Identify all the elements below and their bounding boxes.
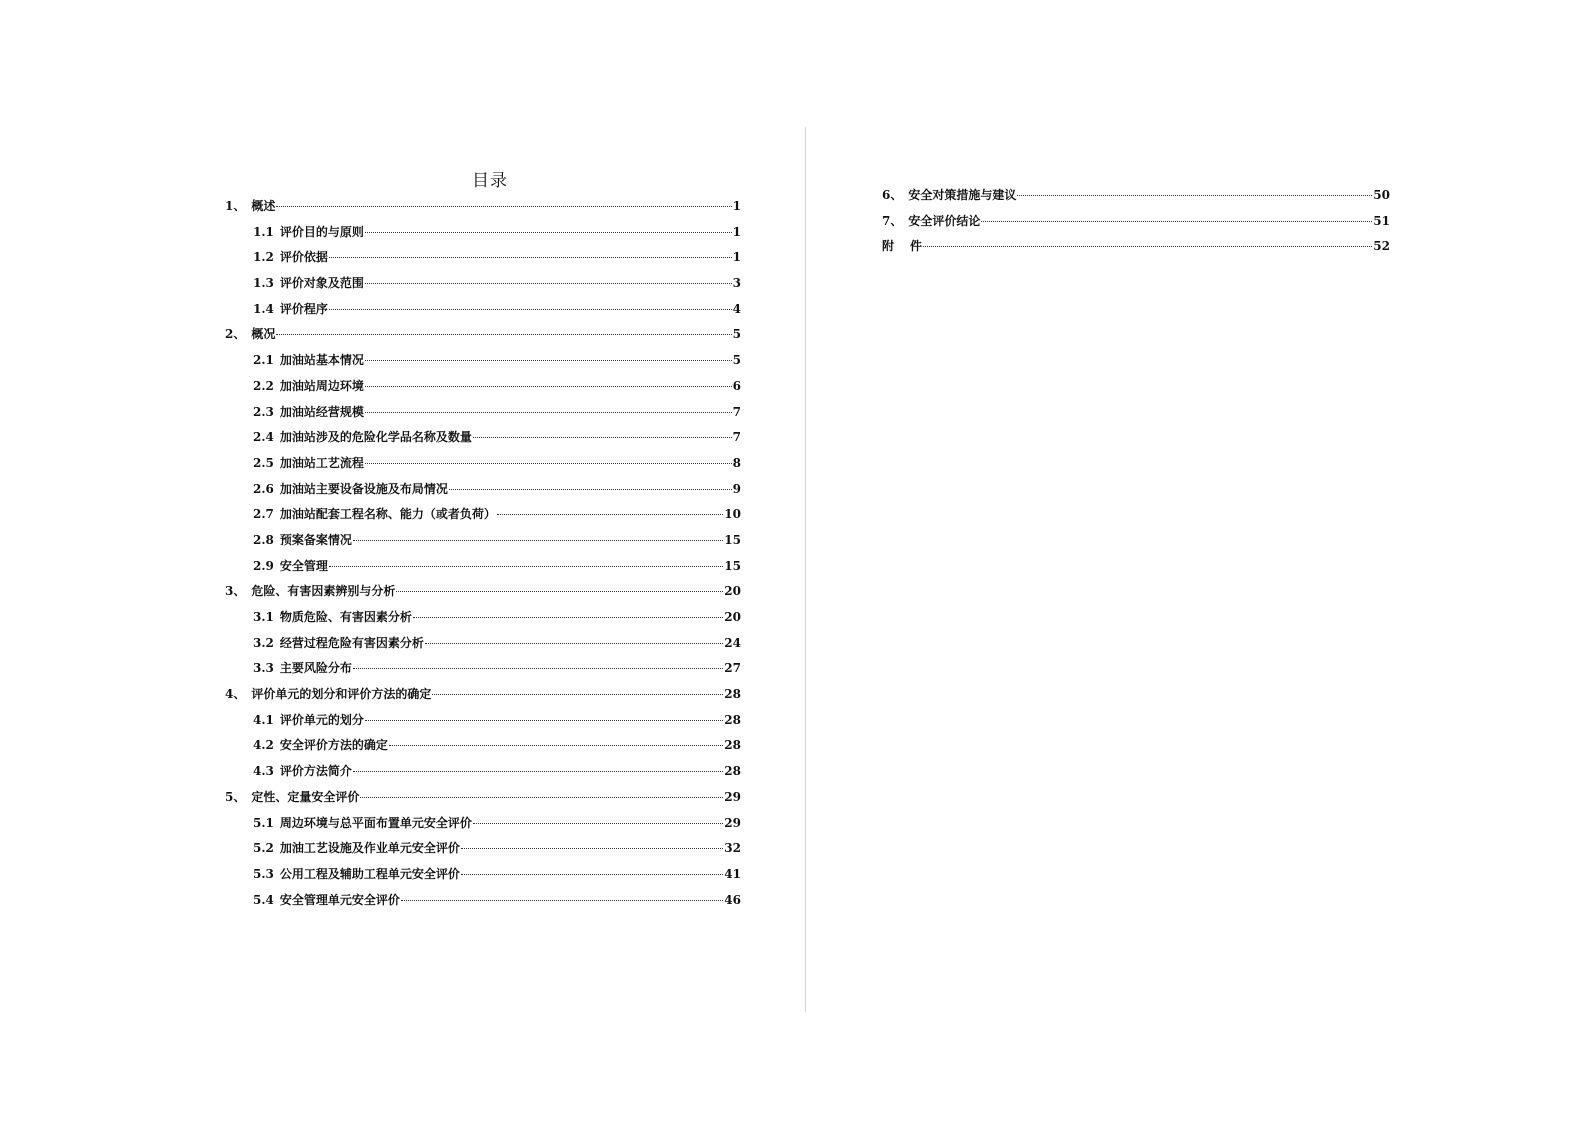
toc-leader-dots (389, 745, 723, 746)
toc-entry[interactable] (882, 183, 1390, 209)
toc-entry[interactable] (225, 631, 741, 657)
toc-page-number: 29 (724, 815, 741, 830)
toc-entry-number: 4.3 (253, 764, 274, 779)
toc-page-number: 32 (724, 841, 741, 856)
toc-entry[interactable] (225, 477, 741, 503)
toc-entry[interactable] (225, 425, 741, 451)
toc-entry-number: 3.1 (253, 610, 274, 624)
toc-entry-number: 2.5 (253, 455, 274, 470)
toc-entry-appendix-label (882, 234, 922, 260)
toc-page-number: 50 (1373, 188, 1390, 202)
toc-page-number: 20 (724, 584, 741, 599)
toc-leader-dots (365, 720, 723, 721)
toc-page-number: 7 (732, 430, 741, 445)
toc-page-number: 7 (732, 404, 741, 419)
toc-entry-number: 5.1 (253, 815, 274, 830)
toc-page-number: 28 (724, 712, 741, 727)
toc-leader-dots (360, 797, 723, 798)
toc-entry-label: 评价对象及范围 (279, 276, 364, 291)
toc-leader-dots (365, 412, 732, 413)
toc-entry-label: 定性、定量安全评价 (251, 789, 360, 804)
toc-entry-label: 加油站工艺流程 (279, 455, 364, 470)
toc-leader-dots (329, 309, 732, 310)
toc-entry[interactable] (225, 451, 741, 477)
toc-leader-dots (353, 668, 723, 669)
toc-page-number: 3 (732, 276, 741, 291)
toc-entry-label: 危险、有害因素辨别与分析 (251, 584, 396, 599)
toc-entry-label: 评价单元的划分和评价方法的确定 (251, 687, 432, 702)
toc-entry[interactable] (225, 836, 741, 862)
toc-entry-number: 1.3 (253, 276, 274, 291)
toc-leader-dots (473, 437, 732, 438)
toc-entry-label: 经营过程危险有害因素分析 (279, 635, 424, 650)
toc-entry-label: 预案备案情况 (279, 532, 352, 547)
toc-page-number: 27 (724, 661, 741, 676)
toc-page-number: 6 (732, 378, 741, 393)
toc-leader-dots (276, 206, 731, 207)
toc-entry-label: 加油站主要设备设施及布局情况 (279, 481, 448, 496)
toc-page-number: 20 (724, 610, 741, 624)
toc-leader-dots (365, 283, 732, 284)
toc-entry-label: 加油站周边环境 (279, 378, 364, 393)
toc-entry-number: 5、 (225, 789, 246, 804)
toc-page-number: 46 (724, 892, 741, 907)
toc-entry-label: 安全管理 (279, 558, 328, 573)
toc-page-number: 5 (732, 353, 741, 368)
toc-entry-label: 安全对策措施与建议 (908, 188, 1017, 202)
toc-entry-number: 5.3 (253, 866, 274, 881)
toc-leader-dots (461, 848, 723, 849)
toc-entry-number: 4.2 (253, 738, 274, 753)
toc-page-number: 15 (724, 558, 741, 573)
toc-entry-number: 2、 (225, 327, 246, 342)
toc-entry[interactable] (225, 271, 741, 297)
toc-entry[interactable] (225, 322, 741, 348)
toc-leader-dots (276, 334, 731, 335)
toc-entry-label: 加油站经营规模 (279, 404, 364, 419)
page-divider (805, 127, 806, 1012)
toc-entry[interactable] (225, 245, 741, 271)
left-page (225, 168, 741, 913)
toc-entry-number: 2.8 (253, 532, 274, 547)
toc-entry[interactable] (225, 502, 741, 528)
toc-page-number: 4 (732, 301, 741, 316)
toc-leader-dots (923, 246, 1372, 247)
toc-entry[interactable] (225, 862, 741, 888)
toc-entry[interactable] (882, 209, 1390, 235)
toc-entry-label: 概述 (251, 199, 276, 213)
appendix-label-a: 附 (882, 239, 895, 253)
toc-entry-label: 安全评价结论 (908, 213, 981, 228)
toc-entry[interactable] (225, 400, 741, 426)
toc-entry-appendix[interactable] (882, 234, 1390, 260)
toc-page-number: 9 (732, 481, 741, 496)
toc-entry-number: 7、 (882, 213, 903, 228)
toc-entry[interactable] (225, 348, 741, 374)
toc-entry-number: 2.9 (253, 558, 274, 573)
toc-entry-number: 2.1 (253, 353, 274, 368)
toc-entry-label: 安全管理单元安全评价 (279, 892, 400, 907)
toc-entry-label: 物质危险、有害因素分析 (279, 610, 412, 624)
toc-page-number: 8 (732, 455, 741, 470)
toc-entry-label: 加油站基本情况 (279, 353, 364, 368)
toc-leader-dots (353, 540, 723, 541)
toc-entry[interactable] (225, 579, 741, 605)
toc-entry[interactable] (225, 297, 741, 323)
toc-entry-label: 加油工艺设施及作业单元安全评价 (279, 841, 460, 856)
toc-entry-label: 加油站涉及的危险化学品名称及数量 (279, 430, 472, 445)
toc-entry[interactable] (225, 605, 741, 631)
toc-entry-label: 评价依据 (279, 250, 328, 265)
toc-leader-dots (396, 591, 723, 592)
toc-page-number: 52 (1373, 239, 1390, 253)
toc-entry-number: 6、 (882, 188, 903, 202)
toc-leader-dots (329, 566, 723, 567)
toc-leader-dots (365, 232, 732, 233)
right-page (882, 183, 1390, 260)
toc-entry[interactable] (225, 682, 741, 708)
toc-entry-number: 3.3 (253, 661, 274, 676)
toc-entry[interactable] (225, 554, 741, 580)
toc-entry-number: 5.4 (253, 892, 274, 907)
toc-entry-label: 主要风险分布 (279, 661, 352, 676)
appendix-label-b: 件 (910, 239, 923, 253)
toc-entry-number: 1.1 (253, 224, 274, 239)
toc-entry[interactable] (225, 759, 741, 785)
toc-list-right (882, 183, 1390, 234)
toc-leader-dots (497, 514, 723, 515)
toc-page-number: 29 (724, 789, 741, 804)
toc-leader-dots (425, 643, 723, 644)
toc-leader-dots (461, 874, 723, 875)
toc-entry-number: 3、 (225, 584, 246, 599)
toc-page-number: 5 (732, 327, 741, 342)
toc-entry-number: 1.4 (253, 301, 274, 316)
toc-page-number: 1 (732, 199, 741, 213)
toc-entry-label: 评价程序 (279, 301, 328, 316)
toc-entry-label: 评价目的与原则 (279, 224, 364, 239)
toc-leader-dots (365, 386, 732, 387)
toc-list-left (225, 194, 741, 913)
toc-page-number: 10 (724, 507, 741, 522)
toc-entry-number: 2.2 (253, 378, 274, 393)
toc-entry[interactable] (225, 708, 741, 734)
toc-leader-dots (473, 823, 723, 824)
toc-list-appendix (882, 234, 1390, 260)
toc-leader-dots (353, 771, 723, 772)
toc-page-number: 28 (724, 738, 741, 753)
toc-entry-label: 加油站配套工程名称、能力（或者负荷） (279, 507, 496, 522)
toc-entry[interactable] (225, 888, 741, 914)
toc-entry-label: 周边环境与总平面布置单元安全评价 (279, 815, 472, 830)
toc-page-number: 51 (1373, 213, 1390, 228)
toc-page-number: 1 (732, 224, 741, 239)
toc-entry[interactable] (225, 220, 741, 246)
toc-entry[interactable] (225, 811, 741, 837)
toc-entry-number: 1.2 (253, 250, 274, 265)
toc-entry[interactable] (225, 656, 741, 682)
toc-leader-dots (1017, 195, 1372, 196)
toc-page-number: 28 (724, 764, 741, 779)
toc-leader-dots (365, 360, 732, 361)
toc-leader-dots (365, 463, 732, 464)
toc-leader-dots (329, 257, 732, 258)
toc-entry-number: 2.6 (253, 481, 274, 496)
toc-entry-number: 4.1 (253, 712, 274, 727)
toc-entry-number: 2.3 (253, 404, 274, 419)
toc-entry[interactable] (225, 785, 741, 811)
toc-entry-label: 评价单元的划分 (279, 712, 364, 727)
toc-entry-number: 1、 (225, 199, 246, 213)
toc-entry[interactable] (225, 733, 741, 759)
toc-page-number: 1 (732, 250, 741, 265)
toc-entry-label: 安全评价方法的确定 (279, 738, 388, 753)
toc-page-number: 15 (724, 532, 741, 547)
toc-entry-number: 4、 (225, 687, 246, 702)
toc-page-number: 28 (724, 687, 741, 702)
toc-entry-label: 评价方法简介 (279, 764, 352, 779)
toc-title: 目录 (472, 171, 508, 191)
toc-leader-dots (432, 694, 723, 695)
toc-page-number: 41 (724, 866, 741, 881)
toc-entry-number: 3.2 (253, 635, 274, 650)
toc-entry[interactable] (225, 528, 741, 554)
toc-leader-dots (401, 900, 723, 901)
toc-leader-dots (413, 617, 723, 618)
toc-entry[interactable] (225, 194, 741, 220)
toc-entry-number: 2.4 (253, 430, 274, 445)
toc-entry-number: 2.7 (253, 507, 274, 522)
toc-entry-number: 5.2 (253, 841, 274, 856)
toc-entry-label: 概况 (251, 327, 276, 342)
toc-page-number: 24 (724, 635, 741, 650)
toc-entry[interactable] (225, 374, 741, 400)
toc-entry-label: 公用工程及辅助工程单元安全评价 (279, 866, 460, 881)
toc-leader-dots (981, 221, 1372, 222)
toc-leader-dots (449, 489, 732, 490)
